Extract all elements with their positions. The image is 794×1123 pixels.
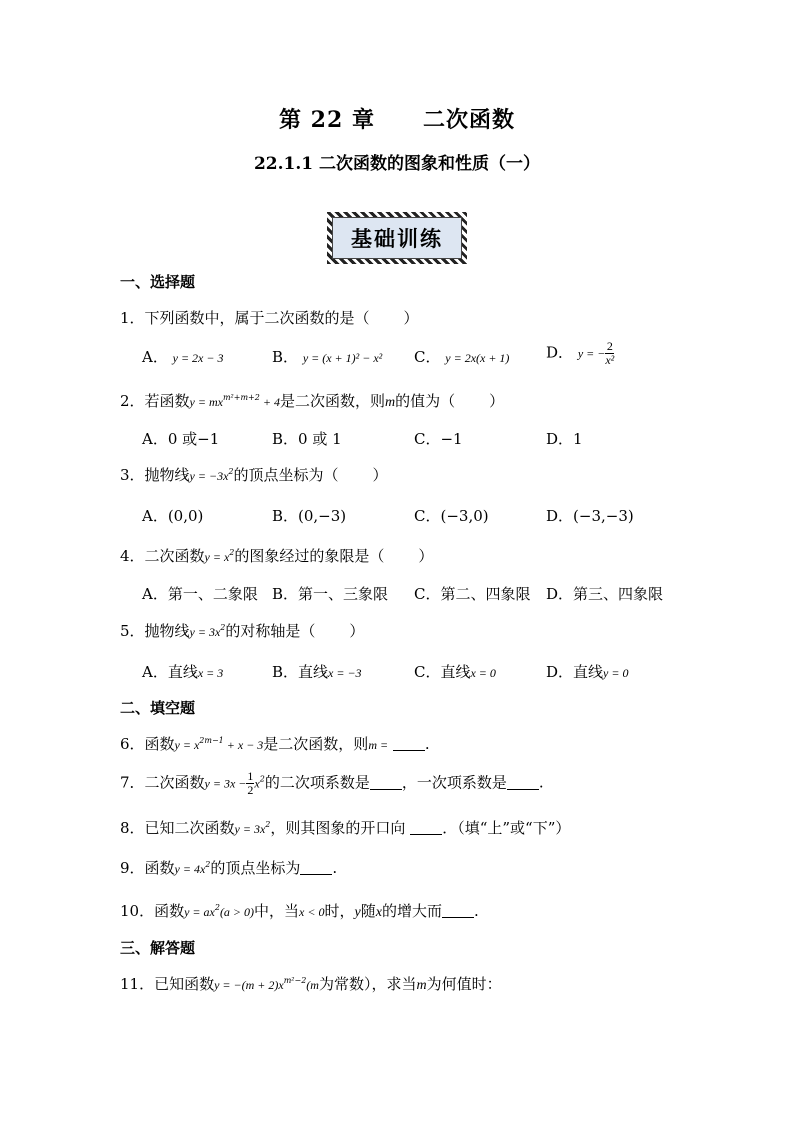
question-10: 10．函数$y = ax^2(a > 0)$中，当x < 0时，y随x的增大而 .: [120, 902, 479, 920]
answer-blank: [393, 737, 425, 751]
question-7: 7．二次函数y = 3x − $\frac{1}{2}$ $x^2$的二次项系数是 ，一次项系数是 .: [120, 769, 544, 797]
q2-option-c: C．−1: [414, 430, 463, 448]
question-11: 11．已知函数$y = -(m + 2)x^{m^2-2}(m$为常数），求当m为何值时：: [120, 975, 502, 993]
basic-training-badge: [327, 212, 467, 264]
question-6: 6．函数$y = x^{2m-1} + x - 3$是二次函数，则m = .: [120, 735, 430, 753]
q5-option-d: D．直线y = 0: [546, 663, 629, 681]
q2-option-b: B．0 或 1: [272, 430, 342, 448]
answer-blank: [370, 776, 402, 790]
q5-option-c: C．直线x = 0: [414, 663, 496, 681]
lesson-subtitle: 22.1.1 二次函数的图象和性质（一）: [253, 154, 541, 174]
q3-option-c: C．(−3,0): [414, 507, 489, 525]
section-answer: 三、解答题: [120, 939, 196, 957]
question-8: 8．已知二次函数$y = 3x^2$，则其图象的开口向 ．（填“上”或“下”）: [120, 819, 571, 837]
q2-option-d: D．1: [546, 430, 583, 448]
answer-blank: [410, 821, 442, 835]
q4-option-b: B．第一、三象限: [272, 585, 389, 603]
badge-label: 基础训练: [332, 217, 462, 259]
question-4: 4．二次函数$y = x^2$的图象经过的象限是（ ）: [120, 547, 434, 565]
section-multiple-choice: 一、选择题: [120, 273, 196, 291]
q3-option-d: D．(−3,−3): [546, 507, 634, 525]
q5-option-b: B．直线x = −3: [272, 663, 362, 681]
question-3: 3．抛物线$y = -3x^2$的顶点坐标为（ ）: [120, 466, 388, 484]
q4-option-c: C．第二、四象限: [414, 585, 531, 603]
chapter-number: 第 22 章: [279, 107, 375, 133]
question-2: 2．若函数$y = mx^{m^2+m+2} + 4$是二次函数，则m的值为（ ）: [120, 392, 505, 410]
answer-blank: [507, 776, 539, 790]
section-fill-in: 二、填空题: [120, 699, 196, 717]
q1-option-a: A． y = 2x − 3: [142, 348, 224, 366]
q3-option-b: B．(0,−3): [272, 507, 347, 525]
q1-option-b: B． y = (x + 1)² − x²: [272, 348, 383, 366]
chapter-title: [0, 103, 794, 134]
q3-option-a: A．(0,0): [142, 507, 204, 525]
q1-option-c: C． y = 2x(x + 1): [414, 348, 510, 366]
question-9: 9．函数$y = 4x^2$的顶点坐标为 .: [120, 859, 338, 877]
q5-option-a: A．直线x = 3: [142, 663, 224, 681]
answer-blank: [300, 861, 332, 875]
chapter-name: 二次函数: [422, 107, 515, 133]
q1-option-d: D． y = − $\frac{2}{\text{x²}}$: [546, 339, 615, 367]
fraction: $\frac{1}{2}$: [247, 769, 254, 797]
question-5: 5．抛物线$y = 3x^2$的对称轴是（ ）: [120, 622, 365, 640]
question-1: 1．下列函数中，属于二次函数的是（ ）: [120, 309, 419, 327]
fraction: $\frac{2}{\text{x²}}$: [605, 339, 615, 367]
q4-option-d: D．第三、四象限: [546, 585, 664, 603]
q4-option-a: A．第一、二象限: [142, 585, 258, 603]
q2-option-a: A．0 或−1: [142, 430, 220, 448]
answer-blank: [442, 904, 474, 918]
